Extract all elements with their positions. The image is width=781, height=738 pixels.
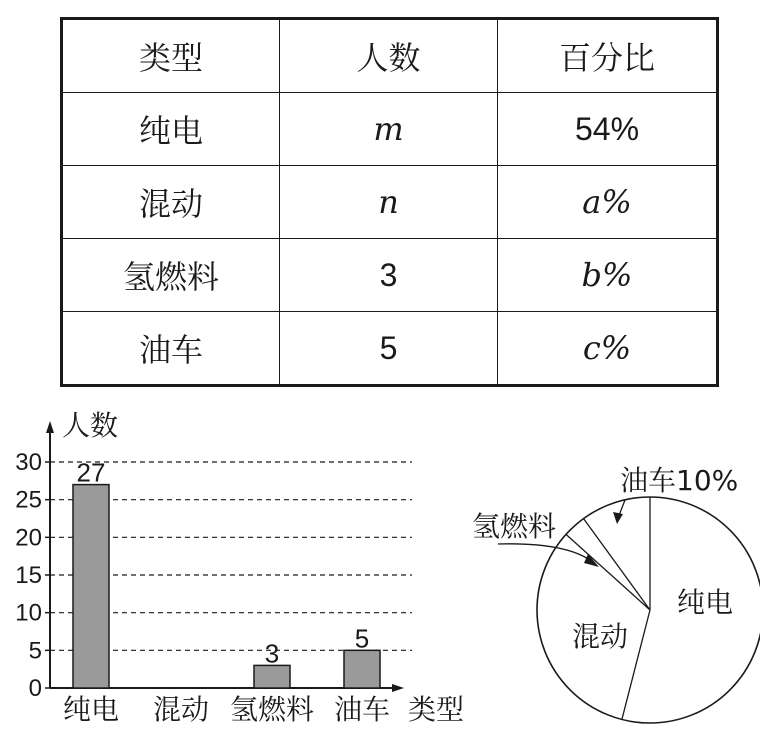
y-tick-label: 0 [28, 675, 42, 702]
category-label: 混动 [152, 693, 210, 726]
table-row [62, 239, 718, 312]
y-tick-label: 25 [15, 486, 42, 514]
table-row [62, 166, 718, 239]
row-percent: c% [498, 312, 718, 386]
pie-chart [460, 460, 760, 738]
row-percent: 54% [498, 93, 718, 166]
x-axis-arrow [392, 684, 404, 692]
bar [254, 665, 290, 688]
category-label: 油车 [333, 693, 391, 726]
pie-callout-label: 油车10% [620, 464, 739, 497]
category-label: 纯电 [62, 693, 120, 726]
header-percent: 百分比 [498, 19, 718, 93]
row-percent: a% [498, 166, 718, 239]
data-label: 3 [264, 638, 280, 669]
table-header-row [62, 19, 718, 93]
data-label: 5 [354, 623, 370, 654]
header-count: 人数 [280, 19, 498, 93]
row-type: 混动 [62, 166, 280, 239]
table-row [62, 93, 718, 166]
row-type: 油车 [62, 312, 280, 386]
row-count: n [280, 166, 498, 239]
row-count: m [280, 93, 498, 166]
bar-chart [0, 395, 480, 738]
row-count: 5 [280, 312, 498, 386]
bar [73, 485, 109, 688]
pie-callout-arrow [584, 554, 599, 567]
pie-slice-edge [566, 534, 650, 610]
y-tick-label: 15 [15, 562, 42, 589]
y-tick-label: 30 [15, 449, 42, 476]
x-axis-title: 类型 [408, 693, 465, 726]
bar [344, 650, 380, 688]
y-tick-label: 5 [28, 637, 42, 665]
y-tick-label: 20 [15, 524, 42, 552]
header-type: 类型 [62, 19, 280, 93]
row-percent: b% [498, 239, 718, 312]
category-label: 氢燃料 [229, 693, 315, 726]
y-tick-label: 10 [15, 599, 42, 627]
table-row [62, 312, 718, 386]
data-label: 27 [76, 457, 106, 488]
pie-slice-label: 混动 [571, 620, 629, 653]
y-axis-title: 人数 [62, 409, 119, 442]
pie-slice-label: 纯电 [676, 586, 734, 619]
data-table [60, 17, 719, 387]
row-count: 3 [280, 239, 498, 312]
row-type: 氢燃料 [62, 239, 280, 312]
row-type: 纯电 [62, 93, 280, 166]
pie-callout-label: 氢燃料 [472, 510, 557, 543]
pie-callout-arrow [613, 512, 623, 524]
